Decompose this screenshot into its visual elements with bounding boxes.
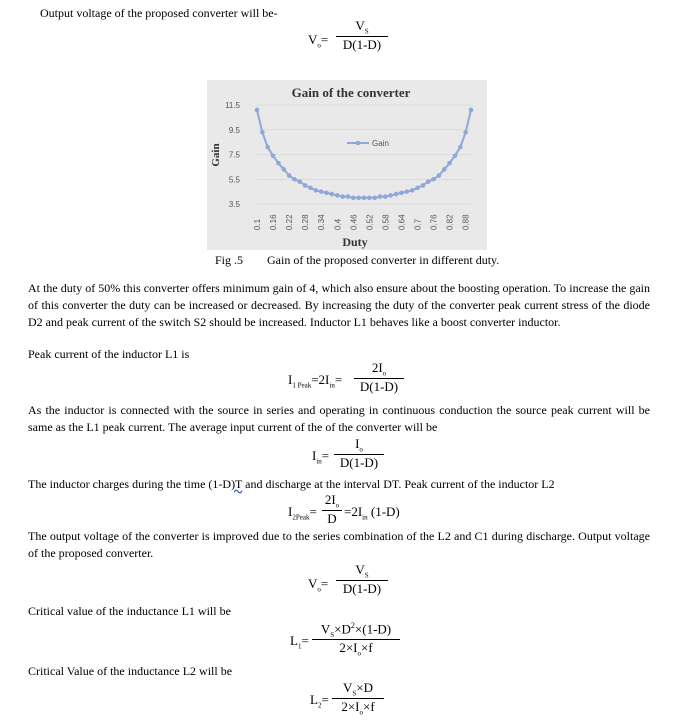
gain-data-point: [265, 145, 270, 150]
gain-chart: [207, 80, 487, 250]
equation-critical-l2: $L_2=$ $V_S\times D$ $2\times I_o\times f$: [310, 680, 390, 720]
eq1-lhs: V: [308, 32, 318, 47]
paragraph-duty-gain: At the duty of 50% this converter offers minimum gain of 4, which also ensure about the boosting operation. To increase the gain of this converter the duty can be increased or decreased. By increasing the duty of the converter peak current stress of the diode D2 and peak current of the switch S2 should be increased. Inductor L1 behaves like a boost converter inductor.: [28, 281, 650, 329]
gain-data-point: [463, 130, 468, 135]
y-tick-label: 3.5: [228, 200, 240, 209]
equation-output-voltage: $V_o=$ $V_S$ D(1-D): [308, 18, 398, 58]
paragraph-output-voltage: The output voltage of the converter is improved due to the series combination of the L2 and C1 during discharge. Output voltage of the proposed converter.: [28, 529, 650, 560]
eq5-num: V: [355, 562, 365, 577]
eq7-lhs: L: [310, 692, 318, 707]
eq5-lhs-sub: o: [317, 585, 321, 594]
para3-pre: The inductor charges during the time (1-D: [28, 477, 232, 491]
gain-data-point: [346, 194, 351, 199]
legend-marker: [356, 141, 361, 146]
eq4-rhs-sub: in: [362, 513, 368, 522]
eq3-lhs: I: [312, 448, 317, 463]
peak-l1-text: Peak current of the inductor L1 is: [28, 347, 190, 361]
x-tick-label: 0.1: [253, 218, 262, 230]
gain-data-point: [367, 196, 372, 201]
gain-data-point: [319, 189, 324, 194]
x-tick-label: 0.58: [381, 214, 391, 230]
y-tick-label: 9.5: [228, 125, 240, 135]
gain-data-point: [260, 130, 265, 135]
eq7-den-a: 2×I: [341, 698, 360, 714]
gain-data-point: [415, 186, 420, 191]
eq4-num-sub: o: [335, 501, 340, 510]
gain-data-point: [276, 161, 281, 166]
eq2-den: D(1-D): [359, 378, 399, 394]
gain-data-point: [469, 108, 474, 113]
gain-data-point: [431, 177, 436, 182]
eq2-mid: =2I: [311, 372, 330, 387]
x-tick-label: 0.22: [285, 214, 295, 230]
x-axis-label: Duty: [342, 235, 368, 249]
gain-data-point: [421, 183, 426, 188]
figure-label: Fig .5: [215, 253, 244, 267]
eq3-num: I: [355, 436, 360, 451]
x-tick-label: 0.82: [445, 214, 455, 230]
gain-data-point: [372, 196, 377, 201]
eq6-num-b: ×D: [334, 621, 351, 637]
gain-data-point: [308, 186, 313, 191]
eq7-lhs-sub: 2: [317, 701, 322, 710]
eq1-den: D(1-D): [342, 36, 382, 52]
eq4-num: 2I: [324, 492, 336, 507]
y-axis-label: Gain: [210, 143, 222, 167]
legend-label: Gain: [372, 139, 389, 148]
eq7-den-b: ×f: [363, 698, 375, 714]
eq2-lhs-sub: 1 Peak: [292, 381, 312, 390]
eq7-num-a: V: [342, 680, 353, 695]
para3-post: and discharge at the interval DT. Peak current of the inductor L2: [242, 477, 555, 491]
gain-data-point: [324, 191, 329, 196]
eq6-den-a: 2×I: [339, 639, 358, 655]
eq5-lhs: V: [308, 576, 318, 591]
gain-data-point: [410, 188, 415, 193]
gain-data-point: [442, 167, 447, 172]
eq6-den-a-sub: o: [357, 649, 361, 658]
gain-data-point: [314, 188, 319, 193]
x-tick-label: 0.28: [301, 214, 311, 230]
eq2-num: 2I: [371, 360, 383, 375]
eq6-lhs-sub: 1: [297, 642, 302, 651]
eq2-num-sub: o: [382, 369, 387, 378]
eq4-lhs-sub: 2Peak: [292, 513, 310, 522]
eq3-num-sub: o: [359, 445, 363, 454]
gain-data-point: [453, 153, 458, 158]
eq1-num: V: [355, 18, 365, 33]
gain-data-point: [399, 191, 404, 196]
eq6-num-a-sub: S: [330, 630, 335, 639]
figure-caption: Gain of the proposed converter in different duty.: [267, 253, 500, 267]
gain-data-point: [362, 196, 367, 201]
x-tick-label: 0.76: [429, 214, 439, 230]
eq6-den-b: ×f: [361, 639, 373, 655]
x-tick-label: 0.52: [365, 214, 375, 230]
x-tick-label: 0.34: [317, 214, 327, 230]
eq6-num-b-sup: 2: [350, 621, 355, 630]
eq4-den: D: [327, 510, 337, 526]
eq3-lhs-sub: in: [316, 457, 322, 466]
eq2-lhs: I: [288, 372, 293, 387]
gain-data-point: [388, 193, 393, 198]
eq4-rhs: =2I: [344, 504, 363, 519]
gain-data-point: [281, 167, 286, 172]
x-tick-label: 0.64: [397, 214, 407, 230]
eq7-den-a-sub: o: [359, 708, 363, 717]
y-tick-label: 5.5: [228, 175, 240, 185]
gain-data-point: [340, 194, 345, 199]
para3-wavy: )T: [231, 477, 243, 491]
y-tick-label: 11.5: [225, 101, 240, 110]
eq6-lhs: L: [290, 633, 298, 648]
eq5-den: D(1-D): [342, 580, 382, 596]
gain-chart-svg: [207, 80, 487, 250]
eq2-mid-sub: in: [329, 381, 335, 390]
gain-data-point: [437, 173, 442, 178]
eq1-lhs-sub: o: [317, 41, 321, 50]
eq4-lhs: I: [288, 504, 293, 519]
gain-data-point: [426, 179, 431, 184]
eq6-num-c: ×(1-D): [354, 621, 392, 637]
equation-output-voltage-2: $V_o=$ $V_S$ D(1-D): [308, 562, 398, 602]
gain-series-line: [257, 110, 471, 198]
gain-data-point: [255, 108, 260, 113]
x-tick-label: 0.4: [333, 218, 343, 230]
critical-l1-text: Critical value of the inductance L1 will be: [28, 604, 231, 618]
gain-data-point: [394, 192, 399, 197]
y-tick-label: 7.5: [228, 150, 240, 160]
gain-data-point: [330, 192, 335, 197]
intro-text: Output voltage of the proposed converter will be-: [40, 6, 278, 20]
x-tick-label: 0.7: [413, 218, 423, 230]
eq7-num-b: ×D: [356, 680, 374, 695]
equation-peak-l2: $I_{2Peak}=$ $2I_o$ D $=2I_{in}$ (1-D): [288, 492, 400, 526]
gain-data-point: [458, 145, 463, 150]
x-tick-label: 0.88: [461, 214, 471, 230]
eq3-den: D(1-D): [339, 454, 379, 470]
paragraph-charging: [28, 476, 555, 493]
gain-data-point: [292, 177, 297, 182]
gain-data-point: [335, 193, 340, 198]
eq1-num-sub: S: [364, 27, 369, 36]
eq4-rhs-tail: (1-D): [367, 504, 400, 519]
eq7-num-a-sub: S: [352, 689, 357, 698]
gain-data-point: [447, 161, 452, 166]
x-tick-label: 0.46: [349, 214, 359, 230]
paragraph-input-current: As the inductor is connected with the source in series and operating in continuous conduction the source peak current will be same as the L1 peak current. The average input current of the of the converter will be: [28, 403, 650, 434]
gain-data-point: [378, 194, 383, 199]
chart-title: Gain of the converter: [291, 85, 411, 100]
gain-data-point: [271, 153, 276, 158]
gain-data-point: [303, 183, 308, 188]
eq5-num-sub: S: [364, 571, 369, 580]
gain-data-point: [287, 173, 292, 178]
gain-data-point: [356, 196, 361, 201]
equation-peak-l1: $I_{1 Peak}=2I_{in}=$ $2I_o$ D(1-D): [288, 360, 408, 400]
critical-l2-text: Critical Value of the inductance L2 will be: [28, 664, 233, 678]
gain-data-point: [351, 196, 356, 201]
eq6-num-a: V: [320, 621, 331, 637]
gain-data-point: [298, 179, 303, 184]
gain-data-point: [383, 194, 388, 199]
gain-data-point: [405, 189, 410, 194]
equation-critical-l1: $L_1=$ $V_S\times D^2\times(1-D)$ $2\times I_o\times f$: [290, 621, 410, 661]
x-tick-label: 0.16: [269, 214, 279, 230]
equation-input-current: $I_{in}=$ $I_o$ D(1-D): [312, 436, 392, 476]
